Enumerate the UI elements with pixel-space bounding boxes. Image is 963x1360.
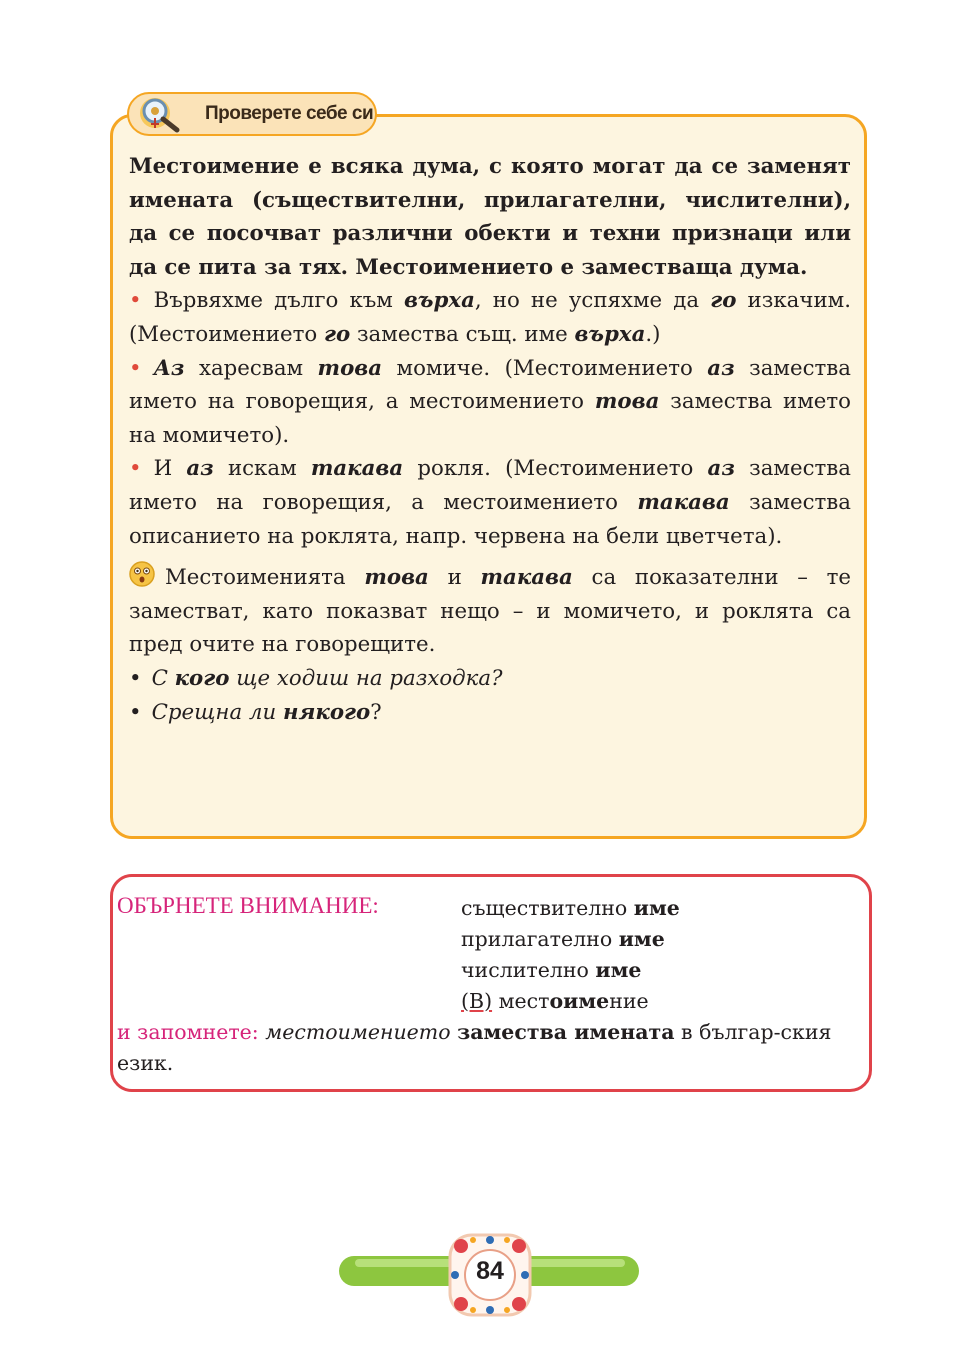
pronoun-definition: Местоимение е всяка дума, с която могат да се заменят имената (съществителни, прилагателни, числителни), да се посочват различни обекти и техни признаци или да се пита за тях. Местоимението е заместваща дума. — [129, 154, 851, 280]
example-1: • Вървяхме дълго към върха, но не успяхме да го изкачим. (Местоимението го замества същ. име върха.) — [129, 288, 851, 347]
bullet-icon: • — [129, 456, 142, 482]
list-item: съществително име — [461, 896, 680, 920]
remember-line: и запомнете: местоимението замества имената в българ-ския език. — [117, 1020, 832, 1075]
question-1: • С кого ще ходиш на разходка? — [129, 665, 503, 691]
list-item: числително име — [461, 958, 642, 982]
list-item: прилагателно име — [461, 927, 665, 951]
demonstrative-note: Местоименията това и такава са показателни – те заместват, като показват нещо – и момичето, и роклята са пред очите на говорещите. — [129, 561, 851, 662]
attention-heading: ОБЪРНЕТЕ ВНИМАНИЕ: — [117, 893, 379, 918]
surprised-face-icon — [129, 561, 155, 587]
bullet-icon: • — [129, 288, 142, 314]
page-number: 84 — [476, 1257, 504, 1285]
magnifier-icon — [135, 94, 187, 134]
example-3: • И аз искам такава рокля. (Местоимението аз замества името на говорещия, а местоимението такава замества описанието на роклята, напр. червена на бели цветчета). — [129, 456, 851, 549]
check-yourself-badge — [127, 92, 377, 136]
question-2: • Срещна ли някого? — [129, 699, 382, 725]
list-item: (В) местоимение — [461, 989, 649, 1013]
name-types-list — [461, 893, 680, 1017]
badge-title: Проверете себе си — [205, 103, 374, 124]
example-2: • Аз харесвам това момиче. (Местоимението аз замества името на говорещия, а местоимението това замества името на момичето). — [129, 355, 851, 448]
bullet-icon: • — [129, 699, 142, 725]
check-yourself-content — [129, 150, 851, 729]
bullet-icon: • — [129, 355, 142, 381]
bullet-icon: • — [129, 665, 142, 691]
